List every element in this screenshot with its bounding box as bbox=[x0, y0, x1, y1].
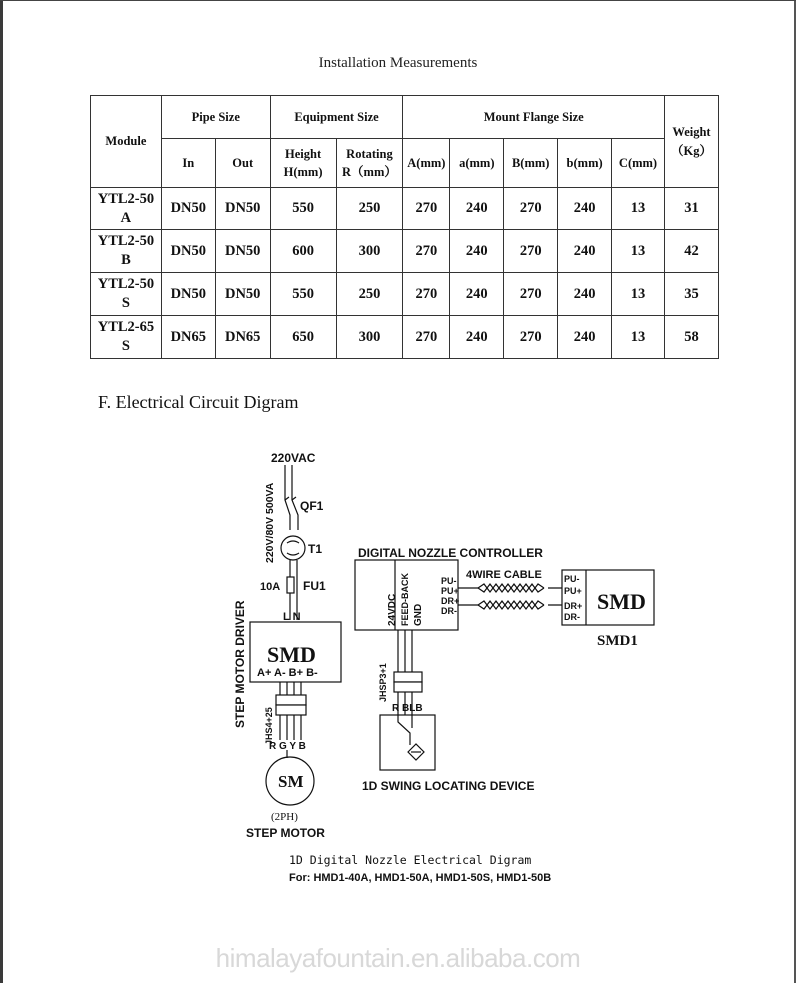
cell-b: 240 bbox=[558, 188, 612, 230]
motor-phase-label: (2PH) bbox=[271, 811, 298, 823]
motor-wires-label: R G Y B bbox=[269, 741, 306, 752]
cell-a: 240 bbox=[450, 230, 504, 273]
ln-label: L N bbox=[283, 611, 301, 623]
cell-C: 13 bbox=[612, 273, 665, 316]
installation-measurements-title: Installation Measurements bbox=[318, 55, 478, 71]
smd1-pin-dr-plus: DR+ bbox=[564, 601, 583, 611]
controller-pin-dr-minus: DR- bbox=[441, 606, 457, 616]
locator-wires-label: R BLB bbox=[392, 703, 423, 714]
locating-device-label: 1D SWING LOCATING DEVICE bbox=[362, 779, 535, 793]
cell-B: 270 bbox=[504, 273, 558, 316]
cell-rotating: 300 bbox=[336, 316, 403, 359]
locating-device-box bbox=[380, 715, 435, 770]
cable-label: 4WIRE CABLE bbox=[466, 569, 542, 581]
supply-label: 220VAC bbox=[271, 451, 316, 465]
smd1-box-label: SMD bbox=[597, 589, 646, 614]
cell-in: DN50 bbox=[161, 273, 215, 316]
fuse-label: FU1 bbox=[303, 579, 326, 593]
smd1-pin-pu-minus: PU- bbox=[564, 574, 580, 584]
terminal-feedback: FEED-BACK bbox=[400, 573, 410, 626]
header-mount-flange-size: Mount Flange Size bbox=[403, 96, 665, 139]
connector-jhs4-lower bbox=[276, 705, 306, 715]
header-pipe-size: Pipe Size bbox=[161, 96, 270, 139]
cell-B: 270 bbox=[504, 188, 558, 230]
driver-label: STEP MOTOR DRIVER bbox=[233, 600, 247, 728]
electrical-circuit-title: F. Electrical Circuit Digram bbox=[98, 392, 299, 412]
smd1-pin-dr-minus: DR- bbox=[564, 612, 580, 622]
cell-b: 240 bbox=[558, 230, 612, 273]
cell-module: YTL2-50 B bbox=[91, 230, 162, 273]
cell-B: 270 bbox=[504, 230, 558, 273]
controller-pin-pu-plus: PU+ bbox=[441, 586, 459, 596]
header-equipment-size: Equipment Size bbox=[270, 96, 403, 139]
smd-terminals: A+ A- B+ B- bbox=[257, 667, 318, 679]
header-C: C(mm) bbox=[612, 139, 665, 188]
cell-out: DN50 bbox=[215, 273, 270, 316]
cell-b: 240 bbox=[558, 273, 612, 316]
breaker-contacts bbox=[285, 497, 296, 500]
cell-a: 240 bbox=[450, 316, 504, 359]
terminal-gnd: GND bbox=[413, 603, 424, 626]
controller-pin-dr-plus: DR+ bbox=[441, 596, 460, 606]
cell-C: 13 bbox=[612, 188, 665, 230]
connector-jhsp3-upper bbox=[394, 672, 422, 682]
cell-out: DN65 bbox=[215, 316, 270, 359]
connector-2-label: JHSP3+1 bbox=[378, 663, 388, 702]
terminal-24vdc: 24VDC bbox=[387, 593, 398, 626]
cell-rotating: 250 bbox=[336, 273, 403, 316]
cell-height: 600 bbox=[270, 230, 336, 273]
header-height: Height H(mm) bbox=[270, 139, 336, 188]
transformer-label: T1 bbox=[308, 542, 323, 556]
header-in: In bbox=[161, 139, 215, 188]
header-A: A(mm) bbox=[403, 139, 450, 188]
step-motor-label: STEP MOTOR bbox=[246, 826, 325, 840]
cell-module: YTL2-50 A bbox=[91, 188, 162, 230]
cell-A: 270 bbox=[403, 273, 450, 316]
cell-A: 270 bbox=[403, 316, 450, 359]
cell-module: YTL2-65 S bbox=[91, 316, 162, 359]
watermark: himalayafountain.en.alibaba.com bbox=[215, 943, 581, 973]
cell-weight: 58 bbox=[664, 316, 718, 359]
cell-C: 13 bbox=[612, 230, 665, 273]
fuse-rating-label: 10A bbox=[260, 581, 281, 593]
cell-rotating: 250 bbox=[336, 188, 403, 230]
header-rotating: Rotating R（mm） bbox=[336, 139, 403, 188]
cell-rotating: 300 bbox=[336, 230, 403, 273]
header-B: B(mm) bbox=[504, 139, 558, 188]
controller-pin-pu-minus: PU- bbox=[441, 576, 457, 586]
twisted-pair-top-b bbox=[478, 584, 544, 592]
locator-cable bbox=[398, 630, 412, 710]
cell-in: DN50 bbox=[161, 188, 215, 230]
header-b: b(mm) bbox=[558, 139, 612, 188]
cell-a: 240 bbox=[450, 188, 504, 230]
fuse-icon bbox=[287, 577, 294, 593]
cell-B: 270 bbox=[504, 316, 558, 359]
cell-A: 270 bbox=[403, 230, 450, 273]
cell-height: 550 bbox=[270, 273, 336, 316]
connector-jhsp3-lower bbox=[394, 682, 422, 692]
cell-height: 550 bbox=[270, 188, 336, 230]
twisted-pair-bottom-b bbox=[478, 601, 544, 609]
cell-weight: 42 bbox=[664, 230, 718, 273]
smd-label: SMD bbox=[267, 642, 316, 667]
header-a: a(mm) bbox=[450, 139, 504, 188]
cell-weight: 35 bbox=[664, 273, 718, 316]
cell-C: 13 bbox=[612, 316, 665, 359]
transformer-windings bbox=[287, 541, 299, 555]
cell-A: 270 bbox=[403, 188, 450, 230]
cell-module: YTL2-50 S bbox=[91, 273, 162, 316]
cell-height: 650 bbox=[270, 316, 336, 359]
header-weight: Weight （Kg） bbox=[664, 96, 718, 188]
cell-b: 240 bbox=[558, 316, 612, 359]
header-module: Module bbox=[91, 96, 162, 188]
diagram-models: For: HMD1-40A, HMD1-50A, HMD1-50S, HMD1-50B bbox=[289, 872, 552, 884]
cable-lead-right bbox=[548, 588, 562, 605]
smd1-label: SMD1 bbox=[597, 633, 638, 649]
transformer-icon bbox=[281, 536, 305, 560]
cell-in: DN65 bbox=[161, 316, 215, 359]
smd1-pin-pu-plus: PU+ bbox=[564, 586, 582, 596]
cell-in: DN50 bbox=[161, 230, 215, 273]
motor-label: SM bbox=[278, 772, 304, 791]
header-out: Out bbox=[215, 139, 270, 188]
transformer-rating-label: 220V/80V 500VA bbox=[264, 482, 276, 563]
breaker-label: QF1 bbox=[300, 499, 324, 513]
connector-1-label: JHS4+25 bbox=[264, 707, 274, 745]
cell-a: 240 bbox=[450, 273, 504, 316]
cell-out: DN50 bbox=[215, 230, 270, 273]
controller-title: DIGITAL NOZZLE CONTROLLER bbox=[358, 546, 543, 560]
cell-out: DN50 bbox=[215, 188, 270, 230]
cell-weight: 31 bbox=[664, 188, 718, 230]
diagram-caption: 1D Digital Nozzle Electrical Digram bbox=[289, 853, 532, 867]
connector-jhs4-upper bbox=[276, 695, 306, 705]
